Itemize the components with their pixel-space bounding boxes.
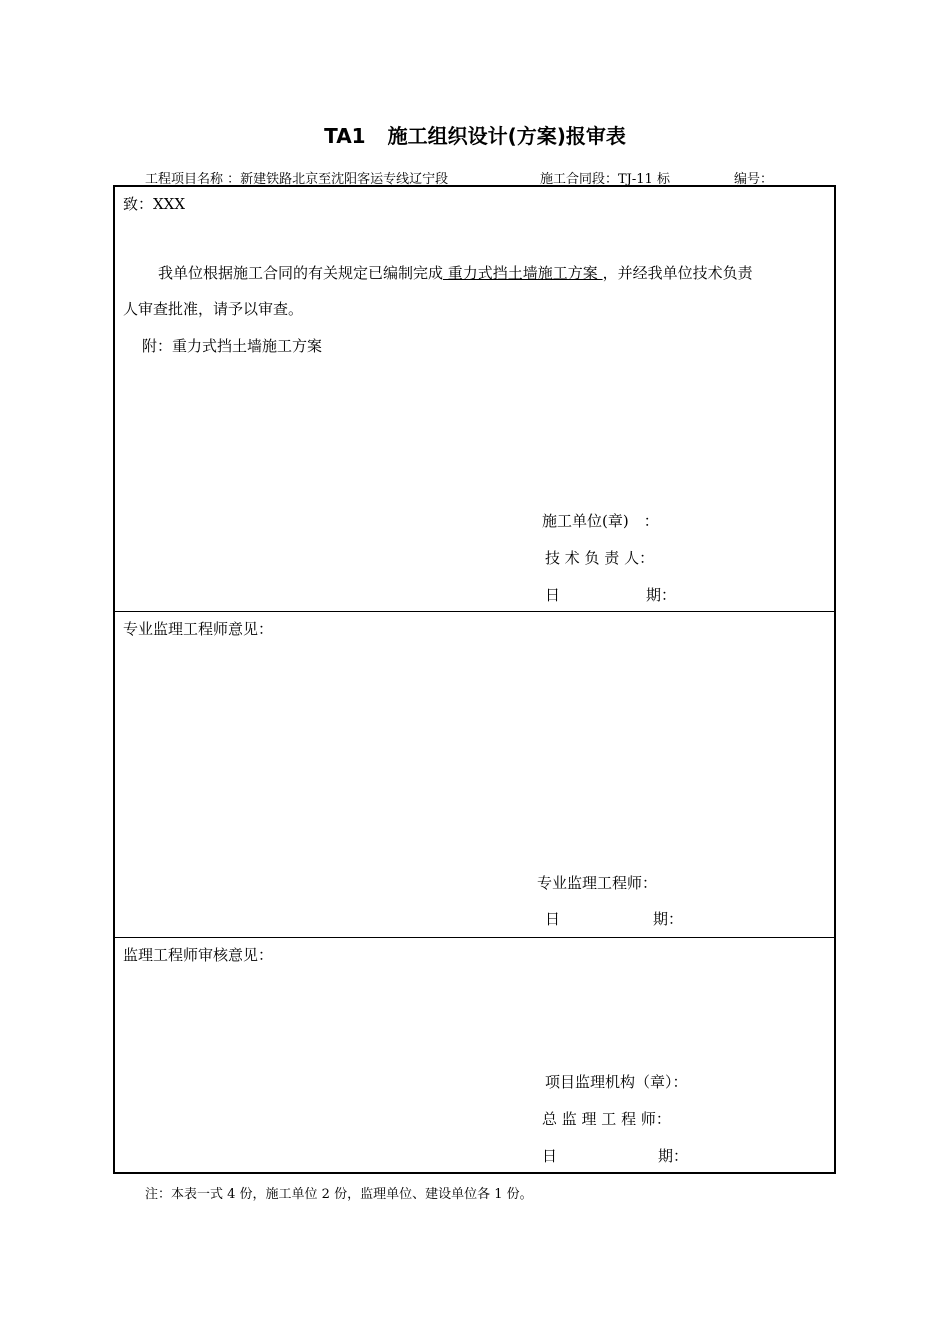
chief-engineer-label: 总 监 理 工 程 师： <box>542 1110 671 1128</box>
technical-leader-label: 技 术 负 责 人： <box>545 549 655 567</box>
footnote: 注：本表一式 4 份，施工单位 2 份，监理单位、建设单位各 1 份。 <box>145 1187 533 1202</box>
plan-name: 重力式挡土墙施工方案 <box>443 264 603 282</box>
page-title <box>0 120 950 149</box>
review-form-table <box>113 185 836 1174</box>
addressee: 致：XXX <box>123 195 186 213</box>
form-code: TA1 <box>324 124 366 148</box>
review-opinion-heading: 监理工程师审核意见： <box>123 946 274 964</box>
construction-unit-seal-label: 施工单位(章) ： <box>542 512 659 530</box>
date-label-day: 日 <box>542 1147 558 1165</box>
submission-section <box>115 187 834 612</box>
specialist-engineer-section <box>115 612 834 938</box>
specialist-engineer-label: 专业监理工程师： <box>537 874 658 892</box>
body-prefix: 我单位根据施工合同的有关规定已编制完成 <box>158 264 444 282</box>
attachment-line: 附：重力式挡土墙施工方案 <box>142 337 323 355</box>
date-label-day: 日 <box>545 586 561 604</box>
date-label-period: 期： <box>658 1147 689 1165</box>
serial-number-label: 编号： <box>734 172 774 187</box>
date-label-day: 日 <box>545 910 561 928</box>
date-label-period: 期： <box>646 586 677 604</box>
contract-section-label: 施工合同段：TJ-11 标 <box>540 172 670 187</box>
date-label-period: 期： <box>653 910 684 928</box>
specialist-opinion-heading: 专业监理工程师意见： <box>123 620 274 638</box>
form-title-text: 施工组织设计(方案)报审表 <box>387 124 626 148</box>
submission-body-line1 <box>158 262 753 283</box>
project-name-label: 工程项目名称 ：新建铁路北京至沈阳客运专线辽宁段 <box>145 172 449 187</box>
body-suffix: ，并经我单位技术负责 <box>602 264 753 282</box>
chief-engineer-section <box>115 938 834 1172</box>
supervision-org-seal-label: 项目监理机构（章）： <box>545 1073 688 1091</box>
submission-body-line2: 人审查批准，请予以审查。 <box>123 300 304 318</box>
